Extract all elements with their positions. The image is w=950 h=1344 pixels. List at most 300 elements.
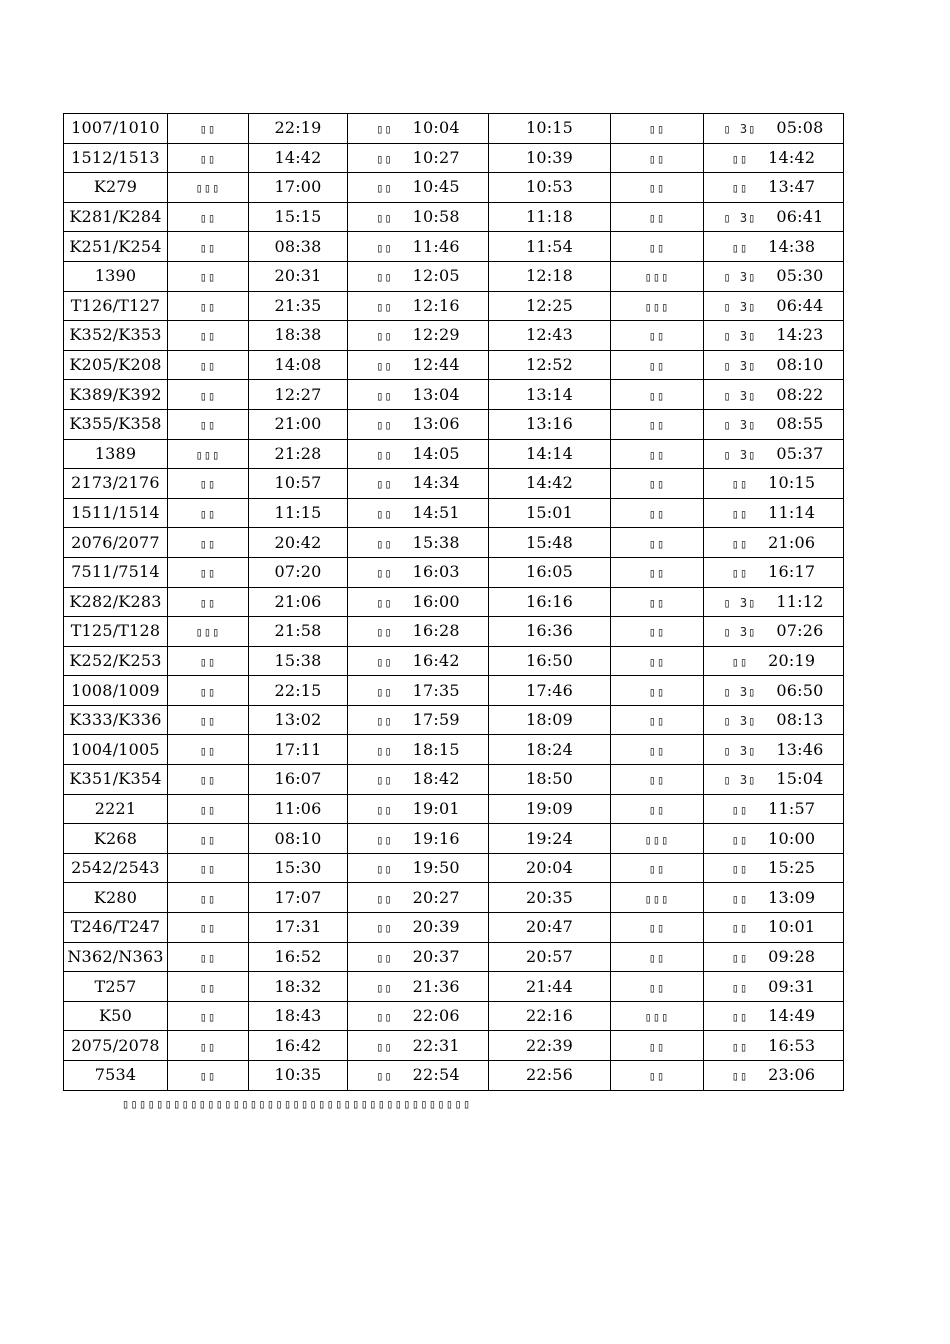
destination-station [611, 1061, 704, 1091]
destination-label: ▯▯ [648, 388, 666, 403]
destination-label: ▯▯▯ [644, 891, 670, 906]
origin-label: ▯▯ [199, 1069, 217, 1084]
arrival-label: ▯▯ [376, 595, 393, 610]
arrival-time: 10:27 [412, 147, 460, 167]
train-number: K351/K354 [64, 765, 168, 795]
origin-label: ▯▯ [199, 802, 217, 817]
train-number: 1004/1005 [64, 735, 168, 765]
arrival-label: ▯▯ [376, 388, 393, 403]
terminal-arrival-cell [704, 1061, 844, 1091]
footnote: ▯▯▯▯▯▯▯▯▯▯▯▯▯▯▯▯▯▯▯▯▯▯▯▯▯▯▯▯▯▯▯▯▯▯▯▯▯▯▯▯▯ [122, 1097, 472, 1111]
destination-label: ▯▯ [648, 122, 666, 137]
arrival-cell [348, 1001, 489, 1031]
origin-label: ▯▯ [199, 507, 217, 522]
departure-time: 17:31 [249, 913, 348, 943]
origin-label: ▯▯▯ [195, 181, 221, 196]
leave-time: 19:09 [489, 794, 611, 824]
arrival-time: 19:16 [412, 828, 460, 848]
leave-time: 13:16 [489, 409, 611, 439]
table-row [64, 202, 844, 232]
arrival-time: 20:39 [412, 917, 460, 937]
leave-time: 12:18 [489, 261, 611, 291]
arrival-time: 16:00 [412, 591, 460, 611]
terminal-arrival-cell [704, 587, 844, 617]
arrival-label: ▯▯ [376, 714, 393, 729]
leave-time: 21:44 [489, 972, 611, 1002]
terminal-arrival-time: 13:47 [768, 177, 816, 197]
origin-station [168, 617, 249, 647]
arrival-time: 10:45 [412, 177, 460, 197]
origin-label: ▯▯ [199, 891, 217, 906]
leave-time: 22:16 [489, 1001, 611, 1031]
terminal-arrival-cell [704, 173, 844, 203]
leave-time: 11:18 [489, 202, 611, 232]
origin-label: ▯▯ [199, 714, 217, 729]
table-row [64, 676, 844, 706]
arrival-cell [348, 498, 489, 528]
train-number: T257 [64, 972, 168, 1002]
origin-station [168, 469, 249, 499]
departure-time: 21:28 [249, 439, 348, 469]
destination-station [611, 646, 704, 676]
day-label: ▯▯ [731, 891, 749, 906]
destination-label: ▯▯▯ [644, 832, 670, 847]
destination-label: ▯▯ [648, 714, 666, 729]
day-label: ▯ 3▯ [723, 595, 757, 610]
origin-station [168, 972, 249, 1002]
destination-label: ▯▯ [648, 181, 666, 196]
arrival-label: ▯▯ [376, 329, 393, 344]
terminal-arrival-time: 06:44 [776, 295, 824, 315]
departure-time: 22:19 [249, 114, 348, 144]
day-label: ▯▯ [731, 151, 749, 166]
terminal-arrival-time: 05:37 [776, 443, 824, 463]
origin-station [168, 528, 249, 558]
day-label: ▯ 3▯ [723, 447, 757, 462]
arrival-time: 12:16 [412, 295, 460, 315]
day-label: ▯▯ [731, 566, 749, 581]
arrival-label: ▯▯ [376, 743, 393, 758]
origin-station [168, 291, 249, 321]
leave-time: 20:04 [489, 853, 611, 883]
arrival-label: ▯▯ [376, 684, 393, 699]
schedule-body [64, 114, 844, 1091]
terminal-arrival-time: 13:46 [776, 739, 824, 759]
departure-time: 11:06 [249, 794, 348, 824]
day-label: ▯▯ [731, 1010, 749, 1025]
arrival-time: 16:28 [412, 621, 460, 641]
arrival-cell [348, 853, 489, 883]
leave-time: 11:54 [489, 232, 611, 262]
terminal-arrival-time: 16:53 [768, 1035, 816, 1055]
terminal-arrival-time: 11:57 [768, 798, 816, 818]
origin-station [168, 498, 249, 528]
train-number: K282/K283 [64, 587, 168, 617]
arrival-time: 12:05 [412, 266, 460, 286]
arrival-label: ▯▯ [376, 211, 393, 226]
arrival-cell [348, 1061, 489, 1091]
terminal-arrival-cell [704, 765, 844, 795]
departure-time: 17:00 [249, 173, 348, 203]
destination-station [611, 350, 704, 380]
arrival-cell [348, 587, 489, 617]
train-number: T126/T127 [64, 291, 168, 321]
destination-station [611, 883, 704, 913]
origin-label: ▯▯ [199, 122, 217, 137]
arrival-label: ▯▯ [376, 122, 393, 137]
day-label: ▯▯ [731, 240, 749, 255]
arrival-time: 13:06 [412, 414, 460, 434]
destination-label: ▯▯ [648, 1039, 666, 1054]
destination-station [611, 498, 704, 528]
terminal-arrival-time: 15:04 [776, 769, 824, 789]
table-row [64, 824, 844, 854]
day-label: ▯▯ [731, 507, 749, 522]
leave-time: 16:05 [489, 557, 611, 587]
origin-station [168, 143, 249, 173]
table-row [64, 232, 844, 262]
day-label: ▯▯ [731, 832, 749, 847]
day-label: ▯ 3▯ [723, 684, 757, 699]
arrival-cell [348, 913, 489, 943]
destination-label: ▯▯ [648, 240, 666, 255]
origin-label: ▯▯ [199, 240, 217, 255]
destination-station [611, 1031, 704, 1061]
day-label: ▯▯ [731, 862, 749, 877]
arrival-label: ▯▯ [376, 862, 393, 877]
origin-station [168, 380, 249, 410]
terminal-arrival-time: 13:09 [768, 887, 816, 907]
train-number: K50 [64, 1001, 168, 1031]
origin-station [168, 824, 249, 854]
departure-time: 07:20 [249, 557, 348, 587]
table-row [64, 439, 844, 469]
arrival-label: ▯▯ [376, 447, 393, 462]
leave-time: 12:52 [489, 350, 611, 380]
day-label: ▯ 3▯ [723, 122, 757, 137]
origin-station [168, 350, 249, 380]
train-number: 2075/2078 [64, 1031, 168, 1061]
origin-label: ▯▯ [199, 477, 217, 492]
day-label: ▯▯ [731, 536, 749, 551]
train-number: T246/T247 [64, 913, 168, 943]
table-row [64, 173, 844, 203]
table-row [64, 1061, 844, 1091]
destination-station [611, 853, 704, 883]
terminal-arrival-cell [704, 439, 844, 469]
leave-time: 14:14 [489, 439, 611, 469]
train-number: 1390 [64, 261, 168, 291]
leave-time: 17:46 [489, 676, 611, 706]
terminal-arrival-time: 14:38 [768, 236, 816, 256]
departure-time: 10:57 [249, 469, 348, 499]
arrival-cell [348, 794, 489, 824]
arrival-time: 19:50 [412, 858, 460, 878]
terminal-arrival-time: 09:31 [768, 976, 816, 996]
terminal-arrival-cell [704, 617, 844, 647]
arrival-label: ▯▯ [376, 418, 393, 433]
arrival-label: ▯▯ [376, 507, 393, 522]
table-row [64, 498, 844, 528]
origin-label: ▯▯ [199, 151, 217, 166]
origin-label: ▯▯ [199, 950, 217, 965]
arrival-time: 15:38 [412, 532, 460, 552]
leave-time: 12:25 [489, 291, 611, 321]
arrival-label: ▯▯ [376, 1010, 393, 1025]
destination-label: ▯▯▯ [644, 1010, 670, 1025]
origin-label: ▯▯ [199, 329, 217, 344]
destination-label: ▯▯▯ [644, 299, 670, 314]
arrival-label: ▯▯ [376, 980, 393, 995]
arrival-label: ▯▯ [376, 299, 393, 314]
table-row [64, 735, 844, 765]
table-row [64, 321, 844, 351]
arrival-cell [348, 202, 489, 232]
terminal-arrival-time: 07:26 [776, 621, 824, 641]
destination-station [611, 469, 704, 499]
destination-label: ▯▯▯ [644, 270, 670, 285]
destination-label: ▯▯ [648, 743, 666, 758]
terminal-arrival-cell [704, 942, 844, 972]
train-number: 1511/1514 [64, 498, 168, 528]
arrival-cell [348, 469, 489, 499]
table-row [64, 557, 844, 587]
arrival-cell [348, 972, 489, 1002]
departure-time: 20:31 [249, 261, 348, 291]
arrival-label: ▯▯ [376, 477, 393, 492]
origin-station [168, 173, 249, 203]
table-row [64, 617, 844, 647]
table-row [64, 883, 844, 913]
arrival-time: 18:42 [412, 769, 460, 789]
day-label: ▯▯ [731, 1069, 749, 1084]
leave-time: 20:57 [489, 942, 611, 972]
terminal-arrival-cell [704, 1031, 844, 1061]
arrival-cell [348, 380, 489, 410]
train-number: K333/K336 [64, 705, 168, 735]
table-row [64, 350, 844, 380]
destination-label: ▯▯ [648, 536, 666, 551]
origin-label: ▯▯ [199, 743, 217, 758]
leave-time: 10:39 [489, 143, 611, 173]
table-row [64, 587, 844, 617]
destination-station [611, 173, 704, 203]
terminal-arrival-time: 10:15 [768, 473, 816, 493]
arrival-cell [348, 528, 489, 558]
day-label: ▯ 3▯ [723, 388, 757, 403]
day-label: ▯ 3▯ [723, 299, 757, 314]
destination-label: ▯▯ [648, 477, 666, 492]
leave-time: 19:24 [489, 824, 611, 854]
destination-station [611, 972, 704, 1002]
destination-station [611, 1001, 704, 1031]
departure-time: 14:08 [249, 350, 348, 380]
arrival-cell [348, 765, 489, 795]
arrival-cell [348, 557, 489, 587]
day-label: ▯ 3▯ [723, 359, 757, 374]
origin-station [168, 765, 249, 795]
terminal-arrival-time: 14:49 [768, 1006, 816, 1026]
destination-label: ▯▯ [648, 507, 666, 522]
table-row [64, 291, 844, 321]
day-label: ▯ 3▯ [723, 625, 757, 640]
train-number: 1389 [64, 439, 168, 469]
arrival-label: ▯▯ [376, 270, 393, 285]
terminal-arrival-cell [704, 557, 844, 587]
terminal-arrival-time: 05:08 [776, 118, 824, 138]
train-number: K251/K254 [64, 232, 168, 262]
terminal-arrival-time: 05:30 [776, 266, 824, 286]
day-label: ▯ 3▯ [723, 418, 757, 433]
arrival-time: 14:05 [412, 443, 460, 463]
day-label: ▯ 3▯ [723, 270, 757, 285]
destination-station [611, 617, 704, 647]
train-number: K205/K208 [64, 350, 168, 380]
day-label: ▯▯ [731, 181, 749, 196]
terminal-arrival-cell [704, 261, 844, 291]
train-number: 2076/2077 [64, 528, 168, 558]
origin-station [168, 1001, 249, 1031]
arrival-cell [348, 232, 489, 262]
table-row [64, 1001, 844, 1031]
departure-time: 16:42 [249, 1031, 348, 1061]
day-label: ▯▯ [731, 921, 749, 936]
arrival-time: 12:44 [412, 355, 460, 375]
arrival-label: ▯▯ [376, 921, 393, 936]
destination-station [611, 439, 704, 469]
day-label: ▯▯ [731, 1039, 749, 1054]
leave-time: 16:50 [489, 646, 611, 676]
arrival-time: 11:46 [412, 236, 460, 256]
origin-station [168, 232, 249, 262]
origin-station [168, 409, 249, 439]
origin-station [168, 439, 249, 469]
leave-time: 10:53 [489, 173, 611, 203]
destination-label: ▯▯ [648, 921, 666, 936]
terminal-arrival-cell [704, 705, 844, 735]
arrival-cell [348, 143, 489, 173]
terminal-arrival-time: 06:41 [776, 207, 824, 227]
origin-station [168, 587, 249, 617]
terminal-arrival-cell [704, 883, 844, 913]
departure-time: 17:11 [249, 735, 348, 765]
arrival-time: 14:34 [412, 473, 460, 493]
destination-label: ▯▯ [648, 151, 666, 166]
leave-time: 12:43 [489, 321, 611, 351]
destination-label: ▯▯ [648, 359, 666, 374]
departure-time: 16:52 [249, 942, 348, 972]
origin-station [168, 853, 249, 883]
departure-time: 18:32 [249, 972, 348, 1002]
origin-label: ▯▯ [199, 684, 217, 699]
train-schedule-table [63, 113, 844, 1091]
table-row [64, 380, 844, 410]
table-row [64, 409, 844, 439]
origin-label: ▯▯▯ [195, 447, 221, 462]
day-label: ▯ 3▯ [723, 773, 757, 788]
terminal-arrival-cell [704, 409, 844, 439]
leave-time: 22:39 [489, 1031, 611, 1061]
terminal-arrival-cell [704, 676, 844, 706]
terminal-arrival-time: 14:42 [768, 147, 816, 167]
departure-time: 16:07 [249, 765, 348, 795]
train-number: 7511/7514 [64, 557, 168, 587]
origin-station [168, 557, 249, 587]
terminal-arrival-cell [704, 202, 844, 232]
terminal-arrival-cell [704, 735, 844, 765]
day-label: ▯ 3▯ [723, 714, 757, 729]
departure-time: 21:58 [249, 617, 348, 647]
arrival-time: 22:06 [412, 1006, 460, 1026]
leave-time: 16:16 [489, 587, 611, 617]
arrival-label: ▯▯ [376, 773, 393, 788]
day-label: ▯▯ [731, 802, 749, 817]
arrival-cell [348, 350, 489, 380]
terminal-arrival-cell [704, 794, 844, 824]
arrival-time: 12:29 [412, 325, 460, 345]
terminal-arrival-cell [704, 498, 844, 528]
origin-label: ▯▯ [199, 270, 217, 285]
arrival-label: ▯▯ [376, 240, 393, 255]
arrival-label: ▯▯ [376, 359, 393, 374]
arrival-cell [348, 824, 489, 854]
arrival-time: 21:36 [412, 976, 460, 996]
origin-label: ▯▯ [199, 566, 217, 581]
terminal-arrival-time: 14:23 [776, 325, 824, 345]
terminal-arrival-cell [704, 824, 844, 854]
terminal-arrival-time: 08:22 [776, 384, 824, 404]
arrival-time: 14:51 [412, 503, 460, 523]
origin-label: ▯▯▯ [195, 625, 221, 640]
departure-time: 15:38 [249, 646, 348, 676]
destination-station [611, 114, 704, 144]
train-number: T125/T128 [64, 617, 168, 647]
destination-label: ▯▯ [648, 329, 666, 344]
terminal-arrival-time: 23:06 [768, 1065, 816, 1085]
table-row [64, 469, 844, 499]
arrival-time: 16:42 [412, 650, 460, 670]
leave-time: 18:09 [489, 705, 611, 735]
table-row [64, 114, 844, 144]
origin-station [168, 646, 249, 676]
day-label: ▯▯ [731, 980, 749, 995]
destination-station [611, 202, 704, 232]
destination-station [611, 794, 704, 824]
terminal-arrival-cell [704, 350, 844, 380]
terminal-arrival-time: 08:10 [776, 355, 824, 375]
origin-label: ▯▯ [199, 595, 217, 610]
destination-label: ▯▯ [648, 211, 666, 226]
destination-station [611, 321, 704, 351]
arrival-time: 22:31 [412, 1035, 460, 1055]
table-row [64, 794, 844, 824]
arrival-cell [348, 735, 489, 765]
arrival-time: 16:03 [412, 562, 460, 582]
leave-time: 15:48 [489, 528, 611, 558]
terminal-arrival-cell [704, 232, 844, 262]
departure-time: 08:10 [249, 824, 348, 854]
leave-time: 14:42 [489, 469, 611, 499]
destination-label: ▯▯ [648, 566, 666, 581]
arrival-time: 18:15 [412, 739, 460, 759]
departure-time: 14:42 [249, 143, 348, 173]
terminal-arrival-cell [704, 1001, 844, 1031]
destination-station [611, 232, 704, 262]
arrival-cell [348, 291, 489, 321]
origin-label: ▯▯ [199, 980, 217, 995]
arrival-label: ▯▯ [376, 654, 393, 669]
arrival-cell [348, 114, 489, 144]
